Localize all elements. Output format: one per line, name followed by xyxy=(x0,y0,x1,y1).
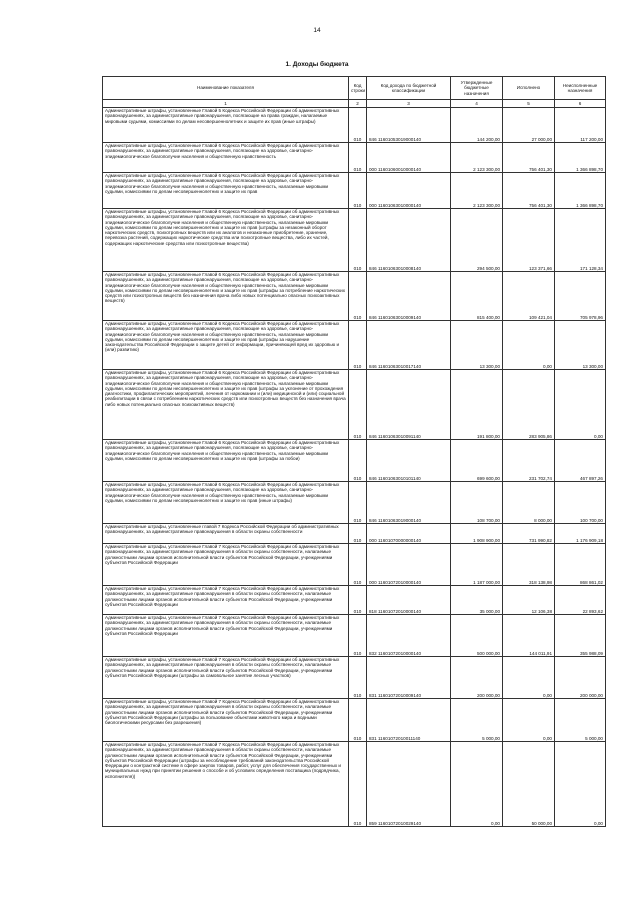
row-line-code-cell: 010 xyxy=(349,699,367,742)
row-name-cell: Административные штрафы, установленные Главой 6 Кодекса Российской Федерации об административных правонарушениях, за административные правонарушения, посягающие на здоровье, санитарно-эпидемиологическое благополучие населения и общественную нравственность, налагаемые мировыми судьями, комиссиями по делам несовершеннолетних и защите их прав (штрафы за уклонение от прохождения диагностики, профилактических мероприятий, лечения от наркомании и (или) медицинской и (или) социальной реабилитации в связи с потреблением наркотических средств или психотропных веществ без назначения врача либо новых потенциально опасных психоактивных веществ) xyxy=(103,370,349,440)
row-line-code-cell: 010 xyxy=(349,544,367,586)
row-remaining-cell: 868 861,02 xyxy=(555,544,606,586)
page-number: 14 xyxy=(313,27,321,34)
table-row xyxy=(103,524,606,544)
row-remaining-cell: 1 176 909,18 xyxy=(555,524,606,544)
row-approved-cell: 2 123 300,00 xyxy=(451,143,503,173)
row-name-cell: Административные штрафы, установленные Главой 6 Кодекса Российской Федерации об административных правонарушениях, за административные правонарушения, посягающие на здоровье, санитарно-эпидемиологическое благополучие населения и общественную нравственность, налагаемые мировыми судьями, комиссиями по делам несовершеннолетних и защите их прав (штрафы за потребление наркотических средств или психотропных веществ без назначения врача либо новых потенциально опасных психоактивных веществ) xyxy=(103,272,349,321)
row-income-code-cell: 000 11601072010000140 xyxy=(367,544,451,586)
row-name-cell: Административные штрафы, установленные Главой 6 Кодекса Российской Федерации об административных правонарушениях, за административные правонарушения, посягающие на здоровье, санитарно-эпидемиологическое благополучие населения и общественную нравственность xyxy=(103,143,349,173)
row-remaining-cell: 22 893,62 xyxy=(555,586,606,615)
row-approved-cell: 500 000,00 xyxy=(451,615,503,657)
column-number: 2 xyxy=(349,100,367,108)
table-row xyxy=(103,544,606,586)
table-row xyxy=(103,370,606,440)
row-executed-cell: 756 401,30 xyxy=(503,173,555,209)
row-income-code-cell: 846 11601053019000140 xyxy=(367,108,451,143)
row-remaining-cell: 5 000,00 xyxy=(555,699,606,742)
row-approved-cell: 0,00 xyxy=(451,742,503,827)
row-executed-cell: 0,00 xyxy=(503,699,555,742)
row-remaining-cell: 0,00 xyxy=(555,370,606,440)
row-income-code-cell: 000 11601060010000140 xyxy=(367,143,451,173)
row-executed-cell: 318 138,98 xyxy=(503,544,555,586)
row-executed-cell: 27 000,00 xyxy=(503,108,555,143)
row-income-code-cell: 859 11601072010029140 xyxy=(367,742,451,827)
row-line-code-cell: 010 xyxy=(349,440,367,482)
table-row xyxy=(103,742,606,827)
income-table xyxy=(102,76,606,827)
page-title: 1. Доходы бюджета xyxy=(285,61,349,68)
header-name: Наименование показателя xyxy=(103,77,349,100)
row-income-code-cell: 846 11601063010009140 xyxy=(367,272,451,321)
row-approved-cell: 200 000,00 xyxy=(451,657,503,699)
row-line-code-cell: 010 xyxy=(349,108,367,143)
table-row xyxy=(103,699,606,742)
row-approved-cell: 5 000,00 xyxy=(451,699,503,742)
row-executed-cell: 144 011,91 xyxy=(503,615,555,657)
row-line-code-cell: 010 xyxy=(349,615,367,657)
row-income-code-cell: 846 11601063010091140 xyxy=(367,370,451,440)
row-approved-cell: 35 000,00 xyxy=(451,586,503,615)
row-name-cell: Административные штрафы, установленные Главой 6 Кодекса Российской Федерации об административных правонарушениях, за административные правонарушения, посягающие на здоровье, санитарно-эпидемиологическое благополучие населения и общественную нравственность, налагаемые мировыми судьями, комиссиями по делам несовершеннолетних и защите их прав (штрафы за побои) xyxy=(103,440,349,482)
header-line-code: Код строки xyxy=(349,77,367,100)
row-remaining-cell: 100 700,00 xyxy=(555,482,606,524)
row-name-cell: Административные штрафы, установленные Главой 7 Кодекса Российской Федерации об административных правонарушениях, за административные правонарушения в области охраны собственности, налагаемые должностными лицами органов исполнительной власти субъектов Российской Федерации, учреждениями субъектов Российской Федерации (штрафы за несоблюдение требований законодательства Российской Федерации о контрактной системе в сфере закупок товаров, работ, услуг для обеспечения государственных и муниципальных нужд при принятии решения о способе и об условиях определения поставщика (подрядчика, исполнителя)) xyxy=(103,742,349,827)
row-line-code-cell: 010 xyxy=(349,586,367,615)
row-remaining-cell: 1 366 898,70 xyxy=(555,173,606,209)
row-income-code-cell: 000 11601063010000140 xyxy=(367,173,451,209)
row-approved-cell: 2 123 300,00 xyxy=(451,173,503,209)
row-executed-cell: 12 106,38 xyxy=(503,586,555,615)
row-remaining-cell: 0,00 xyxy=(555,742,606,827)
table-row xyxy=(103,657,606,699)
column-number: 1 xyxy=(103,100,349,108)
row-line-code-cell: 010 xyxy=(349,742,367,827)
row-executed-cell: 123 371,66 xyxy=(503,209,555,272)
row-remaining-cell: 171 128,34 xyxy=(555,209,606,272)
row-income-code-cell: 831 11601072010011140 xyxy=(367,699,451,742)
header-row xyxy=(103,77,606,100)
column-number: 5 xyxy=(503,100,555,108)
row-income-code-cell: 846 11601063010017140 xyxy=(367,321,451,370)
row-executed-cell: 756 401,30 xyxy=(503,143,555,173)
row-remaining-cell: 117 200,00 xyxy=(555,108,606,143)
row-executed-cell: 0,00 xyxy=(503,657,555,699)
column-number: 6 xyxy=(555,100,606,108)
row-executed-cell: 50 000,00 xyxy=(503,742,555,827)
row-approved-cell: 1 187 000,00 xyxy=(451,544,503,586)
table-row xyxy=(103,615,606,657)
table-row xyxy=(103,173,606,209)
row-remaining-cell: 1 366 898,70 xyxy=(555,143,606,173)
row-name-cell: Административные штрафы, установленные Главой 6 Кодекса Российской Федерации об административных правонарушениях, за административные правонарушения, посягающие на здоровье, санитарно-эпидемиологическое благополучие населения и общественную нравственность, налагаемые мировыми судьями, комиссиями по делам несовершеннолетних и защите их прав (иные штрафы) xyxy=(103,482,349,524)
row-line-code-cell: 010 xyxy=(349,482,367,524)
row-remaining-cell: 200 000,00 xyxy=(555,657,606,699)
table-row xyxy=(103,440,606,482)
header-remaining: Неисполненные назначения xyxy=(555,77,606,100)
row-executed-cell: 731 990,82 xyxy=(503,524,555,544)
row-name-cell: Административные штрафы, установленные Главой 7 Кодекса Российской Федерации об административных правонарушениях, за административные правонарушения в области охраны собственности, налагаемые должностными лицами органов исполнительной власти субъектов Российской Федерации, учреждениями субъектов Российской Федерации xyxy=(103,586,349,615)
row-income-code-cell: 000 11601070000000140 xyxy=(367,524,451,544)
table-row xyxy=(103,272,606,321)
row-name-cell: Административные штрафы, установленные Главой 7 Кодекса Российской Федерации об административных правонарушениях, за административные правонарушения в области охраны собственности, налагаемые должностными лицами органов исполнительной власти субъектов Российской Федерации, учреждениями субъектов Российской Федерации (штрафы за самовольное занятие лесных участков) xyxy=(103,657,349,699)
row-line-code-cell: 010 xyxy=(349,173,367,209)
row-name-cell: Административные штрафы, установленные Главой 6 Кодекса Российской Федерации об административных правонарушениях, за административные правонарушения, посягающие на здоровье, санитарно-эпидемиологическое благополучие населения и общественную нравственность, налагаемые мировыми судьями, комиссиями по делам несовершеннолетних и защите их прав (штрафы за нарушение законодательства Российской Федерации о защите детей от информации, причиняющей вред их здоровью и (или) развитию) xyxy=(103,321,349,370)
row-approved-cell: 699 600,00 xyxy=(451,440,503,482)
table-row xyxy=(103,209,606,272)
header-income-code: Код дохода по бюджетной классификации xyxy=(367,77,451,100)
table-row xyxy=(103,321,606,370)
row-executed-cell: 8 000,00 xyxy=(503,482,555,524)
row-line-code-cell: 010 xyxy=(349,657,367,699)
row-remaining-cell: 467 897,26 xyxy=(555,440,606,482)
row-income-code-cell: 831 11601072010009140 xyxy=(367,657,451,699)
table-row xyxy=(103,482,606,524)
row-line-code-cell: 010 xyxy=(349,524,367,544)
row-line-code-cell: 010 xyxy=(349,321,367,370)
row-approved-cell: 191 800,00 xyxy=(451,370,503,440)
row-income-code-cell: 846 11601063010008140 xyxy=(367,209,451,272)
row-income-code-cell: 846 11601063019000140 xyxy=(367,482,451,524)
row-line-code-cell: 010 xyxy=(349,143,367,173)
row-approved-cell: 13 300,00 xyxy=(451,321,503,370)
row-approved-cell: 144 200,00 xyxy=(451,108,503,143)
row-line-code-cell: 010 xyxy=(349,209,367,272)
row-name-cell: Административные штрафы, установленные Главой 7 Кодекса Российской Федерации об административных правонарушениях, за административные правонарушения в области охраны собственности, налагаемые должностными лицами органов исполнительной власти субъектов Российской Федерации, учреждениями субъектов Российской Федерации (штрафы за пользование объектами животного мира и водными биологическими ресурсами без разрешения) xyxy=(103,699,349,742)
column-number-row xyxy=(103,100,606,108)
row-name-cell: Административные штрафы, установленные Главой 6 Кодекса Российской Федерации об административных правонарушениях, за административные правонарушения, посягающие на здоровье, санитарно-эпидемиологическое благополучие населения и общественную нравственность, налагаемые мировыми судьями, комиссиями по делам несовершеннолетних и защите их прав xyxy=(103,173,349,209)
header-executed: Исполнено xyxy=(503,77,555,100)
row-income-code-cell: 832 11601072010000140 xyxy=(367,615,451,657)
row-name-cell: Административные штрафы, установленные Главой 5 Кодекса Российской Федерации об административных правонарушениях, за административные правонарушения, посягающие на права граждан, налагаемые мировыми судьями, комиссиями по делам несовершеннолетних и защите их прав (иные штрафы) xyxy=(103,108,349,143)
row-income-code-cell: 846 11601063010101140 xyxy=(367,440,451,482)
row-income-code-cell: 818 11601072010000140 xyxy=(367,586,451,615)
table-row xyxy=(103,108,606,143)
column-number: 4 xyxy=(451,100,503,108)
column-number: 3 xyxy=(367,100,451,108)
table-row xyxy=(103,143,606,173)
row-name-cell: Административные штрафы, установленные Главой 7 Кодекса Российской Федерации об административных правонарушениях, за административные правонарушения в области охраны собственности, налагаемые должностными лицами органов исполнительной власти субъектов Российской Федерации, учреждениями субъектов Российской Федерации xyxy=(103,615,349,657)
row-executed-cell: 231 702,74 xyxy=(503,440,555,482)
row-name-cell: Административные штрафы, установленные главой 7 Кодекса Российской Федерации об административных правонарушениях, за административные правонарушения в области охраны собственности xyxy=(103,524,349,544)
row-remaining-cell: 355 988,09 xyxy=(555,615,606,657)
row-executed-cell: 283 905,86 xyxy=(503,370,555,440)
row-line-code-cell: 010 xyxy=(349,370,367,440)
row-approved-cell: 815 400,00 xyxy=(451,272,503,321)
row-line-code-cell: 010 xyxy=(349,272,367,321)
header-approved: Утвержденные бюджетные назначения xyxy=(451,77,503,100)
row-executed-cell: 0,00 xyxy=(503,321,555,370)
row-executed-cell: 109 421,04 xyxy=(503,272,555,321)
row-approved-cell: 1 908 900,00 xyxy=(451,524,503,544)
row-remaining-cell: 705 978,96 xyxy=(555,272,606,321)
row-name-cell: Административные штрафы, установленные Главой 7 Кодекса Российской Федерации об административных правонарушениях, за административные правонарушения в области охраны собственности, налагаемые должностными лицами органов исполнительной власти субъектов Российской Федерации, учреждениями субъектов Российской Федерации xyxy=(103,544,349,586)
row-remaining-cell: 13 300,00 xyxy=(555,321,606,370)
row-approved-cell: 108 700,00 xyxy=(451,482,503,524)
row-approved-cell: 294 500,00 xyxy=(451,209,503,272)
row-name-cell: Административные штрафы, установленные Главой 6 Кодекса Российской Федерации об административных правонарушениях, за административные правонарушения, посягающие на здоровье, санитарно-эпидемиологическое благополучие населения и общественную нравственность, налагаемые мировыми судьями, комиссиями по делам несовершеннолетних и защите их прав (штрафы за незаконный оборот наркотических средств, психотропных веществ или их аналогов и незаконные приобретение, хранение, перевозка растений, содержащих наркотические средства или психотропные вещества, либо их частей, содержащих наркотические средства или психотропные вещества) xyxy=(103,209,349,272)
table-row xyxy=(103,586,606,615)
